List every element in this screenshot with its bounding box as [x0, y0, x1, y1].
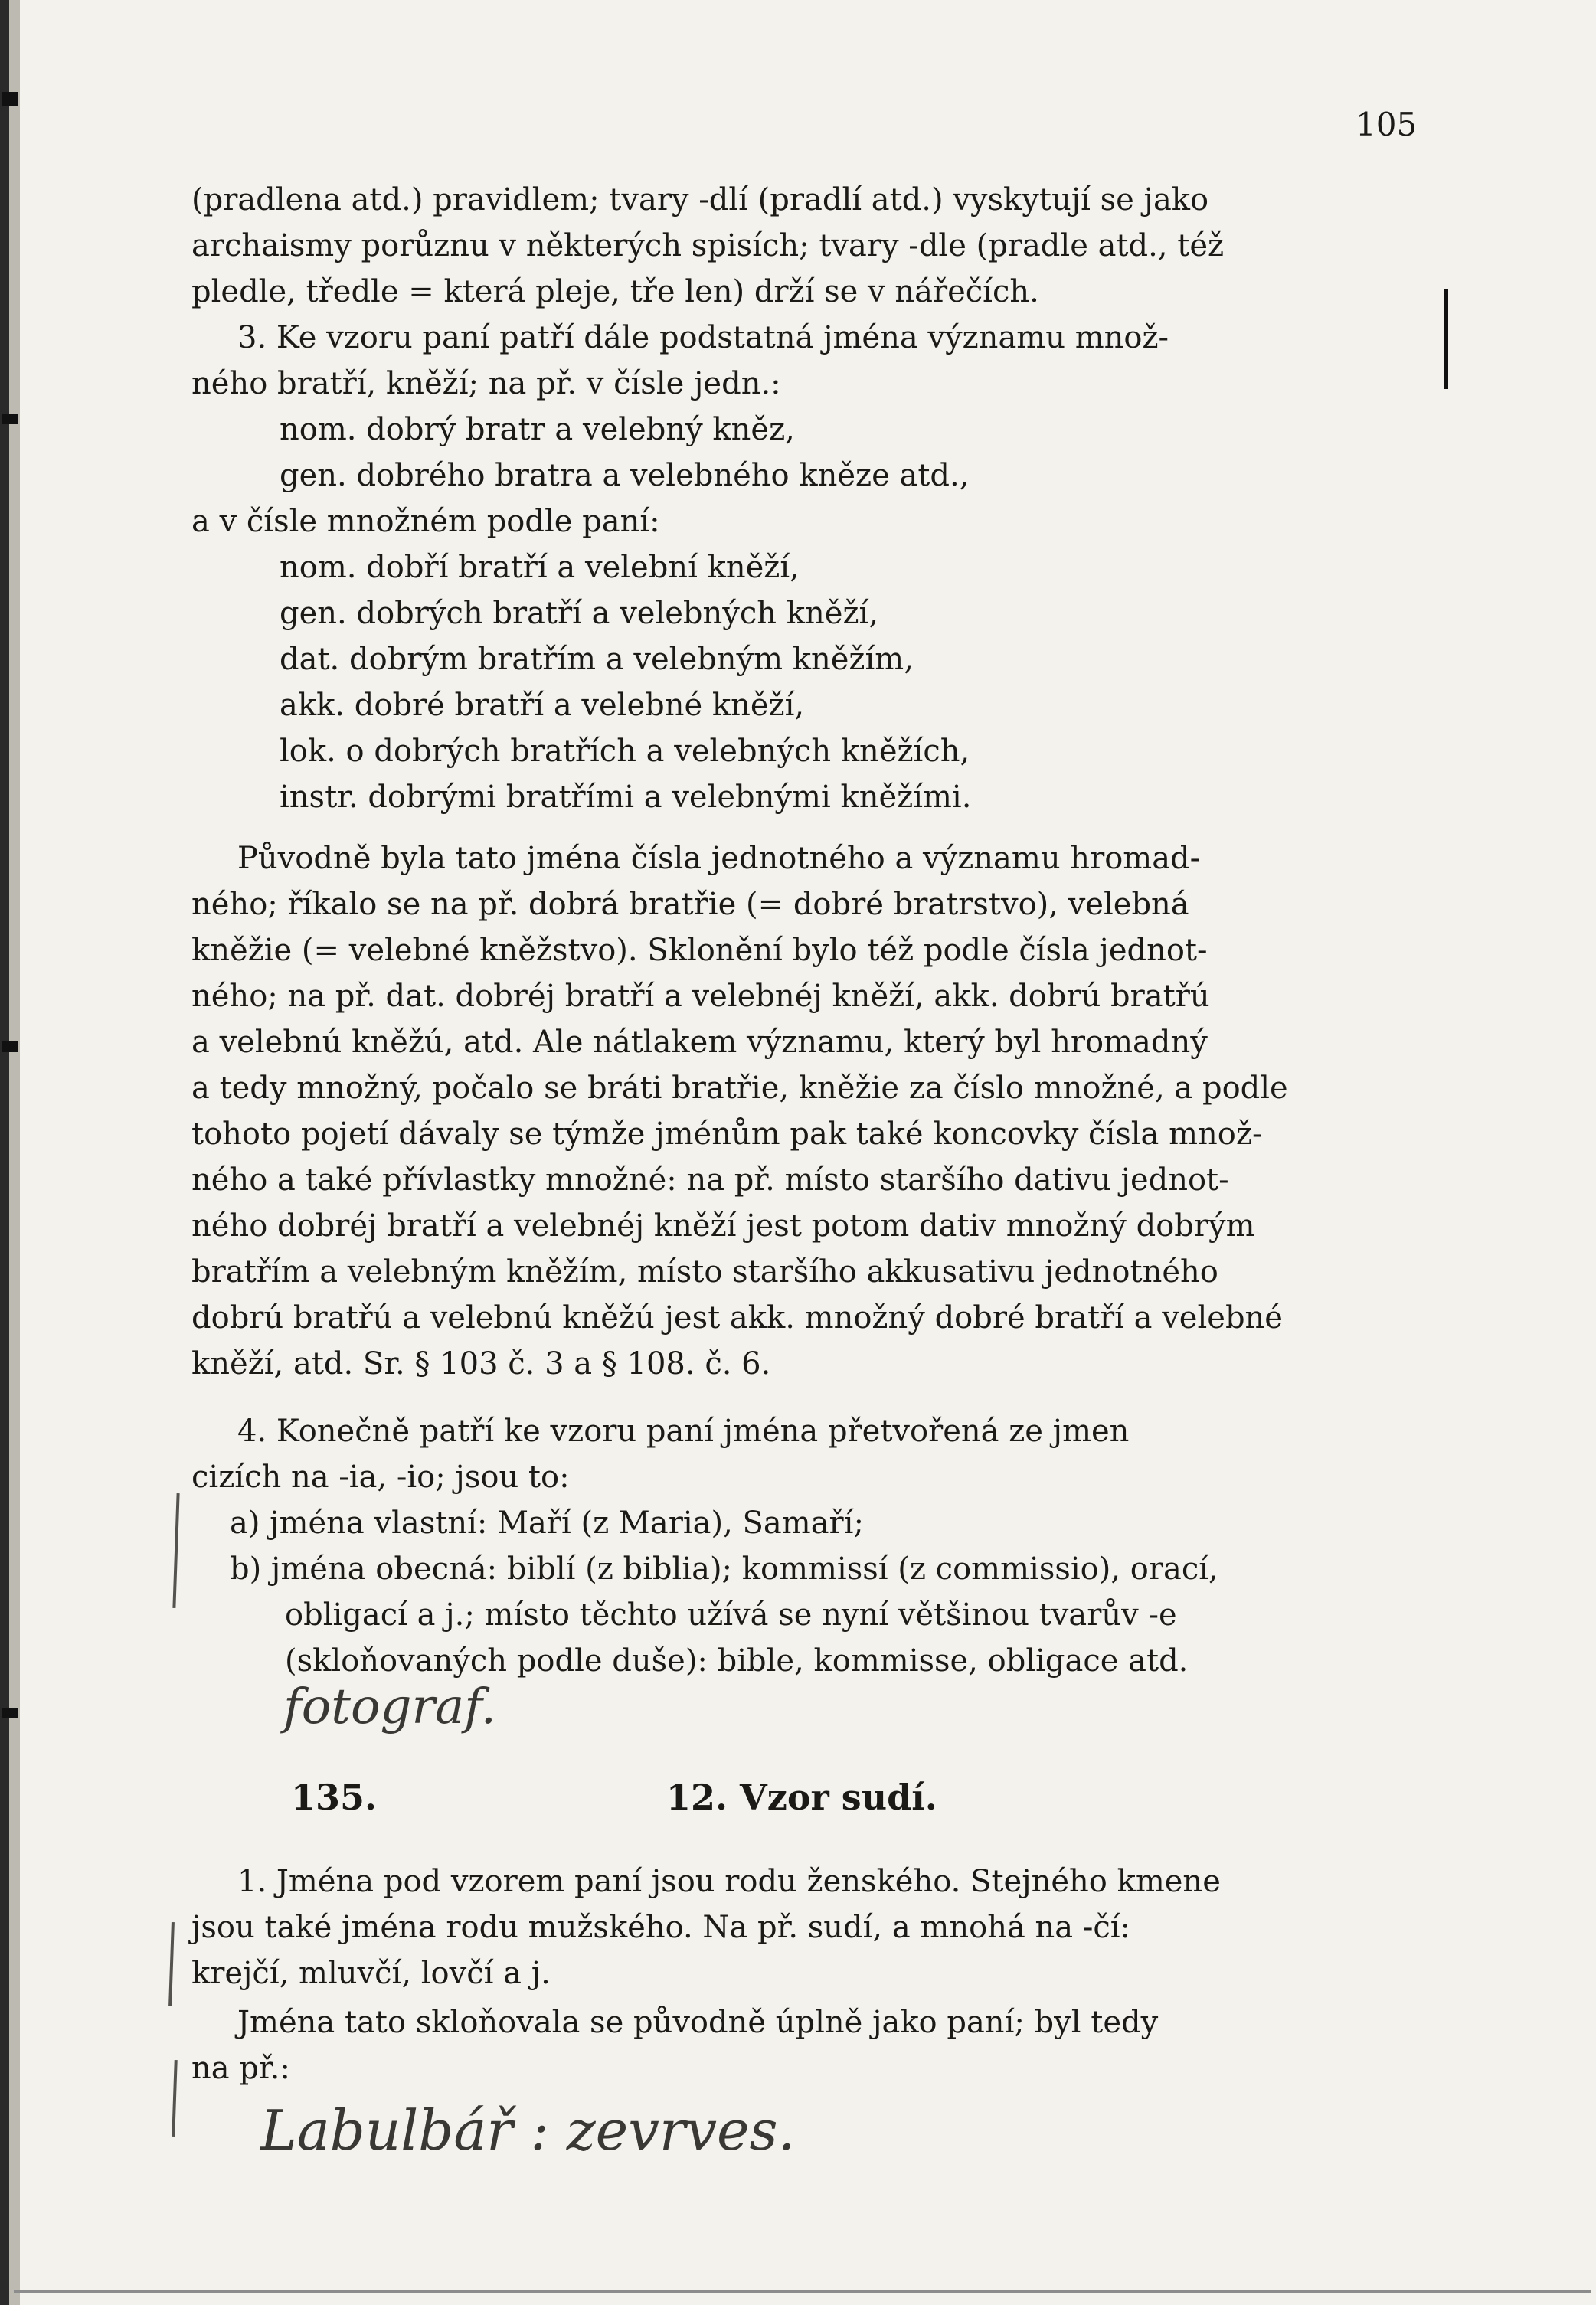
text-line: jsou také jména rodu mužského. Na př. sudí, a mnohá na -čí:	[191, 1910, 1131, 1945]
list-item-continuation: (skloňovaných podle duše): bible, kommisse, obligace atd.	[285, 1643, 1189, 1679]
text-line: kněžie (= velebné kněžstvo). Sklonění bylo též podle čísla jednot-	[191, 933, 1208, 968]
text-line: Původně byla tato jména čísla jednotného a významu hromad-	[237, 841, 1201, 876]
text-line: ného dobréj bratří a velebnéj kněží jest potom dativ množný dobrým	[191, 1208, 1255, 1244]
section-title: 12. Vzor sudí.	[666, 1777, 937, 1818]
text-line: ného; říkalo se na př. dobrá bratřie (= dobré bratrstvo), velebná	[191, 887, 1189, 922]
text-line: ného a také přívlastky množné: na př. místo staršího dativu jednot-	[191, 1162, 1229, 1198]
text-line: kněží, atd. Sr. § 103 č. 3 a § 108. č. 6.	[191, 1346, 771, 1381]
text-line: tohoto pojetí dávaly se týmže jménům pak také koncovky čísla množ-	[191, 1117, 1263, 1152]
page-bottom-edge	[14, 2290, 1591, 2293]
binding-mark	[2, 414, 18, 424]
text-line: a velebnú kněžú, atd. Ale nátlakem významu, který byl hromadný	[191, 1025, 1208, 1060]
section-number: 135.	[291, 1777, 378, 1818]
text-line: a v čísle množném podle paní:	[191, 504, 660, 539]
margin-mark	[1444, 289, 1448, 389]
margin-pencil-mark	[172, 2060, 177, 2137]
page-number: 105	[1356, 106, 1418, 143]
text-line: 3. Ke vzoru paní patří dále podstatná jména významu množ-	[237, 320, 1169, 355]
binding-mark	[2, 92, 18, 106]
declension-line: nom. dobří bratří a velební kněží,	[280, 550, 800, 585]
declension-line: lok. o dobrých bratřích a velebných kněžích,	[280, 734, 970, 769]
declension-line: akk. dobré bratří a velebné kněží,	[280, 688, 805, 723]
scan-binding-shadow	[9, 0, 20, 2305]
text-line: pledle, tředle = která pleje, tře len) drží se v nářečích.	[191, 274, 1039, 309]
margin-pencil-mark	[172, 1493, 179, 1608]
text-line: a tedy množný, počalo se bráti bratřie, kněžie za číslo množné, a podle	[191, 1071, 1288, 1106]
text-line: bratřím a velebným kněžím, místo staršího akkusativu jednotného	[191, 1254, 1218, 1290]
text-line: krejčí, mluvčí, lovčí a j.	[191, 1956, 551, 1991]
declension-line: gen. dobrého bratra a velebného kněze atd.,	[280, 458, 970, 493]
handwritten-note: Labulbář : zevrves.	[260, 2098, 796, 2163]
margin-pencil-mark	[168, 1922, 175, 2006]
scan-binding-edge	[0, 0, 9, 2305]
text-line: archaismy porůznu v některých spisích; tvary -dle (pradle atd., též	[191, 228, 1225, 263]
declension-line: gen. dobrých bratří a velebných kněží,	[280, 596, 879, 631]
list-item-continuation: obligací a j.; místo těchto užívá se nyní většinou tvarův -e	[285, 1597, 1177, 1633]
text-line: 4. Konečně patří ke vzoru paní jména přetvořená ze jmen	[237, 1414, 1130, 1449]
text-line: Jména tato skloňovala se původně úplně jako paní; byl tedy	[237, 2005, 1159, 2040]
text-line: cizích na -ia, -io; jsou to:	[191, 1460, 570, 1495]
declension-line: dat. dobrým bratřím a velebným kněžím,	[280, 642, 914, 677]
text-line: na př.:	[191, 2051, 290, 2086]
binding-mark	[2, 1041, 18, 1052]
list-item: b) jména obecná: biblí (z biblia); kommissí (z commissio), orací,	[230, 1551, 1218, 1587]
handwritten-note: fotograf.	[283, 1679, 496, 1735]
text-line: (pradlena atd.) pravidlem; tvary -dlí (pradlí atd.) vyskytují se jako	[191, 182, 1209, 217]
text-line: 1. Jména pod vzorem paní jsou rodu ženského. Stejného kmene	[237, 1864, 1221, 1899]
declension-line: instr. dobrými bratřími a velebnými kněžími.	[280, 780, 972, 815]
binding-mark	[2, 1708, 18, 1718]
list-item: a) jména vlastní: Maří (z Maria), Samaří;	[230, 1506, 864, 1541]
text-line: dobrú bratřú a velebnú kněžú jest akk. množný dobré bratří a velebné	[191, 1300, 1283, 1336]
text-line: ného bratří, kněží; na př. v čísle jedn.:	[191, 366, 781, 401]
declension-line: nom. dobrý bratr a velebný kněz,	[280, 412, 795, 447]
text-line: ného; na př. dat. dobréj bratří a velebnéj kněží, akk. dobrú bratřú	[191, 979, 1210, 1014]
